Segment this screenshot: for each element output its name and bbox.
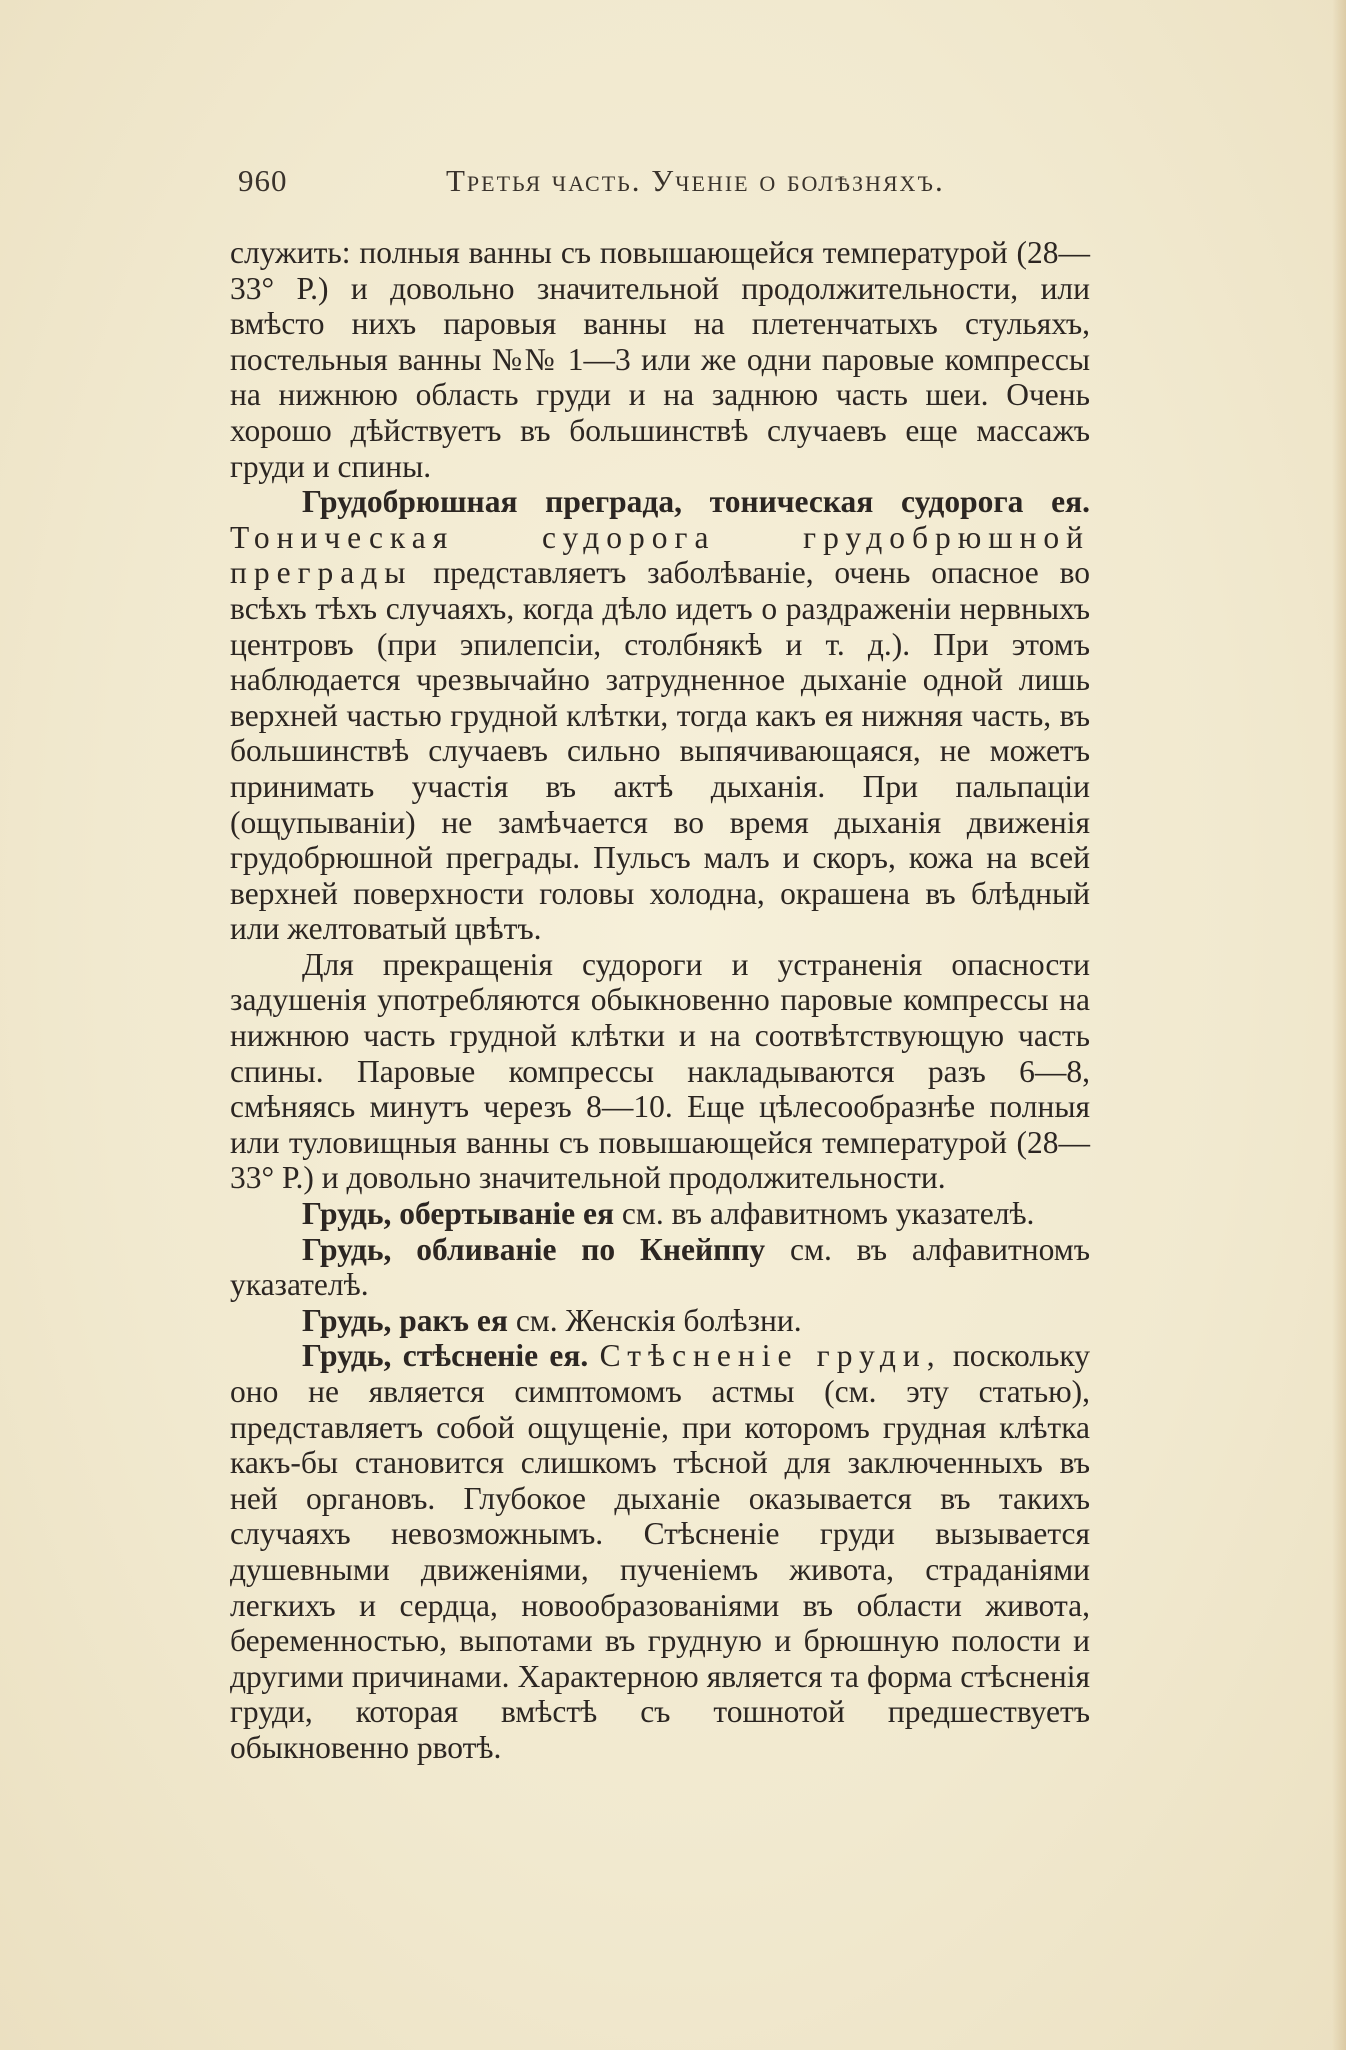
paragraph-chest-wrapping xyxy=(230,1196,1090,1232)
page-edge-shadow xyxy=(1332,0,1346,2050)
running-title: Третья часть. Ученіе о болѣзняхъ. xyxy=(446,163,945,198)
entry-body: представляетъ заболѣваніе, очень опасное во всѣхъ тѣхъ случаяхъ, когда дѣло идетъ о раздраженіи нервныхъ центровъ (при эпилепсіи, столбнякѣ и т. д.). При этомъ наблюдается чрезвычайно затрудненное дыханіе одной лишь верхней частью грудной клѣтки, тогда какъ ея нижняя часть, въ большинствѣ случаевъ сильно выпячивающаяся, не можетъ принимать участія въ актѣ дыханія. При пальпаціи (ощупываніи) не замѣчается во время дыханія движенія грудобрюшной преграды. Пульсъ малъ и скоръ, кожа на всей верхней поверхности головы холодна, окрашена въ блѣдный или желтоватый цвѣтъ. xyxy=(230,555,1090,947)
entry-lead-spaced: Стѣсненіе груди, xyxy=(599,1338,942,1374)
paragraph-chest-cancer xyxy=(230,1303,1090,1339)
paragraph-chest-affusion xyxy=(230,1232,1090,1303)
entry-heading: Грудь, обертываніе ея xyxy=(302,1196,615,1232)
entry-heading: Грудобрюшная преграда, тоническая судорога ея. xyxy=(302,484,1090,520)
body-text xyxy=(230,235,1090,1766)
page-header xyxy=(238,163,1058,207)
entry-heading: Грудь, ракъ ея xyxy=(302,1302,508,1338)
entry-body: см. Женскія болѣзни. xyxy=(507,1302,802,1338)
entry-body: см. въ алфавитномъ указателѣ. xyxy=(614,1196,1035,1232)
paragraph-treatment: Для прекращенія судороги и устраненія опасности задушенія употребляются обыкновенно паровые компрессы на нижнюю часть грудной клѣтки и на соотвѣтствующую часть спины. Паровые компрессы накладываются разъ 6—8, смѣняясь минутъ черезъ 8—10. Еще цѣлесообразнѣе полныя или туловищныя ванны съ повышающейся температурой (28—33° Р.) и довольно значительной продолжительности. xyxy=(230,946,1090,1196)
entry-lead-spaced: Тоническая судорога грудобрюшной преграды xyxy=(230,519,1090,591)
paragraph-continuation: служить: полныя ванны съ повышающейся температурой (28—33° Р.) и довольно значительной продолжительности, или вмѣсто нихъ паровыя ванны на плетенчатыхъ стульяхъ, постельныя ванны №№ 1—3 или же одни паровые компрессы на нижнюю область груди и на заднюю часть шеи. Очень хорошо дѣйствуетъ въ большинствѣ случаевъ еще массажъ груди и спины. xyxy=(230,235,1090,484)
entry-body: см. въ алфавитномъ указателѣ. xyxy=(230,1231,1090,1303)
entry-heading: Грудь, стѣсненіе ея. xyxy=(302,1338,589,1374)
entry-heading: Грудь, обливаніе по Кнейппу xyxy=(302,1231,766,1267)
paragraph-diaphragm-spasm xyxy=(230,484,1090,947)
entry-body: поскольку оно не является симптомомъ астмы (см. эту статью), представляетъ собой ощущеніе, при которомъ грудная клѣтка какъ-бы становится слишкомъ тѣсной для заключенныхъ въ ней органовъ. Глубокое дыханіе оказывается въ такихъ случаяхъ невозможнымъ. Стѣсненіе груди вызывается душевными движеніями, пученіемъ живота, страданіями легкихъ и сердца, новообразованіями въ области живота, беременностью, выпотами въ грудную и брюшную полости и другими причинами. Характерною является та форма стѣсненія груди, которая вмѣстѣ съ тошнотой предшествуетъ обыкновенно рвотѣ. xyxy=(230,1338,1091,1765)
paragraph-chest-tightness xyxy=(230,1338,1090,1765)
page-number: 960 xyxy=(238,163,288,198)
